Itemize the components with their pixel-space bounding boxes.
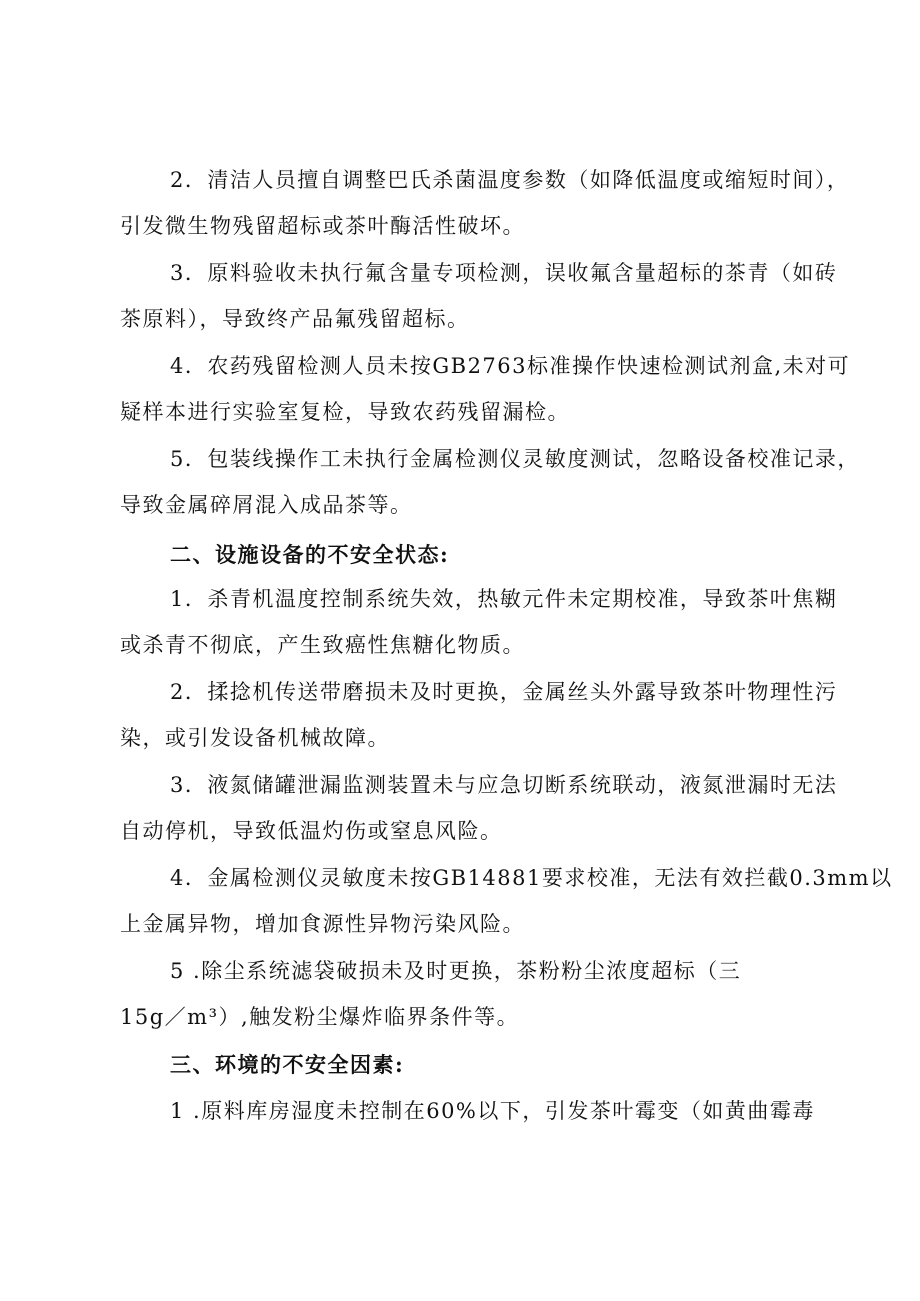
section-heading: 三、环境的不安全因素: [170, 1052, 405, 1077]
paragraph-line: 1．杀青机温度控制系统失效，热敏元件未定期校准，导致茶叶焦糊 [170, 587, 838, 611]
section-heading: 二、设施设备的不安全状态: [170, 542, 450, 567]
paragraph-line: 4．金属检测仪灵敏度未按GB14881要求校准，无法有效拦截0.3mm以 [170, 866, 893, 890]
paragraph-line: 3．原料验收未执行氟含量专项检测，误收氟含量超标的茶青（如砖 [170, 261, 838, 285]
paragraph-line: 2．清洁人员擅自调整巴氏杀菌温度参数（如降低温度或缩短时间）， [170, 168, 850, 192]
paragraph-line: 3．液氮储罐泄漏监测装置未与应急切断系统联动，液氮泄漏时无法 [170, 773, 838, 797]
paragraph-line: 上金属异物，增加食源性异物污染风险。 [120, 912, 525, 936]
paragraph-line: 引发微生物残留超标或茶叶酶活性破坏。 [120, 214, 525, 238]
paragraph-line: 茶原料），导致终产品氟残留超标。 [120, 307, 470, 331]
paragraph-line: 疑样本进行实验室复检，导致农药残留漏检。 [120, 400, 570, 424]
paragraph-line: 5 .除尘系统滤袋破损未及时更换，茶粉粉尘浓度超标（三 [170, 959, 742, 983]
paragraph-line: 染，或引发设备机械故障。 [120, 726, 390, 750]
paragraph-line: 导致金属碎屑混入成品茶等。 [120, 493, 413, 517]
paragraph-line: 5．包装线操作工未执行金属检测仪灵敏度测试，忽略设备校准记录， [170, 447, 860, 471]
paragraph-line: 15g／m³）,触发粉尘爆炸临界条件等。 [120, 1005, 520, 1029]
paragraph-line: 自动停机，导致低温灼伤或窒息风险。 [120, 819, 503, 843]
paragraph-line: 1 .原料库房湿度未控制在60%以下，引发茶叶霉变（如黄曲霉毒 [170, 1099, 815, 1123]
paragraph-line: 4．农药残留检测人员未按GB2763标准操作快速检测试剂盒,未对可 [170, 354, 851, 378]
paragraph-line: 2．揉捻机传送带磨损未及时更换，金属丝头外露导致茶叶物理性污 [170, 680, 838, 704]
paragraph-line: 或杀青不彻底，产生致癌性焦糖化物质。 [120, 633, 525, 657]
